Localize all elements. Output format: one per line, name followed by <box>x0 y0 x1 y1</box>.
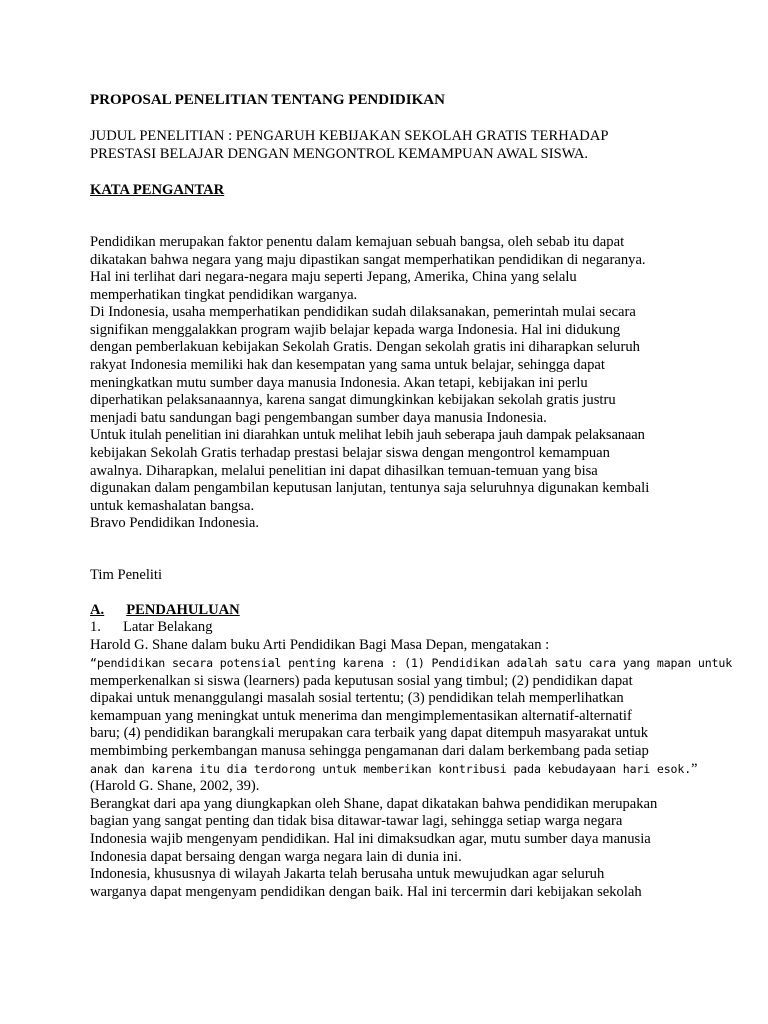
quote-line <box>90 760 698 779</box>
preface-line: rakyat Indonesia memiliki hak dan kesempatan yang sama untuk belajar, sehingga dapat <box>90 357 605 373</box>
preface-line: untuk kemashalatan bangsa. <box>90 498 255 514</box>
research-title-line-2: PRESTASI BELAJAR DENGAN MENGONTROL KEMAMPUAN AWAL SISWA. <box>90 146 589 162</box>
preface-line: Pendidikan merupakan faktor penentu dalam kemajuan sebuah bangsa, oleh sebab itu dapat <box>90 234 625 250</box>
quote-end-text: anak dan karena itu dia terdorong untuk memberikan kontribusi pada kebudayaan hari esok. <box>90 762 692 776</box>
preface-line: awalnya. Diharapkan, melalui penelitian ini dapat dihasilkan temuan-temuan yang bisa <box>90 463 598 479</box>
quote-citation: (Harold G. Shane, 2002, 39). <box>90 778 260 794</box>
intro-line: Harold G. Shane dalam buku Arti Pendidikan Bagi Masa Depan, mengatakan : <box>90 637 550 653</box>
quote-line: “pendidikan secara potensial penting karena : (1) Pendidikan adalah satu cara yang mapan untuk <box>90 656 733 670</box>
preface-line: memperhatikan tingkat pendidikan warganya. <box>90 287 358 303</box>
body-line: warganya dapat mengenyam pendidikan dengan baik. Hal ini tercermin dari kebijakan sekolah <box>90 884 642 900</box>
section-heading-a <box>90 601 240 620</box>
quote-line: memperkenalkan si siswa (learners) pada keputusan sosial yang timbul; (2) pendidikan dapat <box>90 673 633 689</box>
body-line: Berangkat dari apa yang diungkapkan oleh Shane, dapat dikatakan bahwa pendidikan merupakan <box>90 796 658 812</box>
preface-line: Untuk itulah penelitian ini diarahkan untuk melihat lebih jauh seberapa jauh dampak pelaksanaan <box>90 427 645 443</box>
section-title: PENDAHULUAN <box>126 602 240 618</box>
preface-line: Di Indonesia, usaha memperhatikan pendidikan sudah dilaksanakan, pemerintah mulai secara <box>90 304 636 320</box>
preface-line: Bravo Pendidikan Indonesia. <box>90 515 260 531</box>
body-line: Indonesia, khususnya di wilayah Jakarta telah berusaha untuk mewujudkan agar seluruh <box>90 866 605 882</box>
section-letter: A. <box>90 602 105 618</box>
research-title-line-1: JUDUL PENELITIAN : PENGARUH KEBIJAKAN SEKOLAH GRATIS TERHADAP <box>90 128 609 144</box>
preface-line: dikatakan bahwa negara yang maju dipastikan sangat memperhatikan pendidikan di negaranya. <box>90 252 646 268</box>
subsection-label: Latar Belakang <box>122 619 213 635</box>
quote-close-mark: ” <box>691 761 698 777</box>
quote-line: baru; (4) pendidikan barangkali merupakan cara terbaik yang dapat ditempuh masyarakat untuk <box>90 725 648 741</box>
preface-line: menjadi batu sandungan bagi pengembangan sumber daya manusia Indonesia. <box>90 410 547 426</box>
preface-line: Hal ini terlihat dari negara-negara maju seperti Jepang, Amerika, China yang selalu <box>90 269 577 285</box>
subsection-heading <box>90 618 213 637</box>
body-line: bagian yang sangat penting dan tidak bisa ditawar-tawar lagi, sehingga setiap warga negara <box>90 813 623 829</box>
body-line: Indonesia wajib mengenyam pendidikan. Hal ini dimaksudkan agar, mutu sumber daya manusia <box>90 831 651 847</box>
subsection-number: 1. <box>90 619 101 635</box>
preface-line: digunakan dalam pengambilan keputusan lanjutan, tentunya saja seluruhnya digunakan kembali <box>90 480 650 496</box>
quote-line: dipakai untuk menanggulangi masalah sosial tertentu; (3) pendidikan telah memperlihatkan <box>90 690 624 706</box>
quote-line: membimbing perkembangan manusa sehingga pengamanan dari dalam berkembang pada setiap <box>90 743 649 759</box>
preface-line: dengan pemberlakuan kebijakan Sekolah Gratis. Dengan sekolah gratis ini diharapkan seluruh <box>90 339 640 355</box>
preface-line: signifikan menggalakkan program wajib belajar kepada warga Indonesia. Hal ini didukung <box>90 322 621 338</box>
preface-heading: KATA PENGANTAR <box>90 182 225 198</box>
body-line: Indonesia dapat bersaing dengan warga negara lain di dunia ini. <box>90 849 462 865</box>
preface-line: diperhatikan pelaksanaannya, karena sangat dimungkinkan kebijakan sekolah gratis justru <box>90 392 616 408</box>
document-title: PROPOSAL PENELITIAN TENTANG PENDIDIKAN <box>90 92 445 108</box>
quote-line: kemampuan yang meningkat untuk menerima dan mengimplementasikan alternatif-alternatif <box>90 708 632 724</box>
preface-line: meningkatkan mutu sumber daya manusia Indonesia. Akan tetapi, kebijakan ini perlu <box>90 375 588 391</box>
preface-line: kebijakan Sekolah Gratis terhadap prestasi belajar siswa dengan mengontrol kemampuan <box>90 445 610 461</box>
team-signature: Tim Peneliti <box>90 567 163 583</box>
